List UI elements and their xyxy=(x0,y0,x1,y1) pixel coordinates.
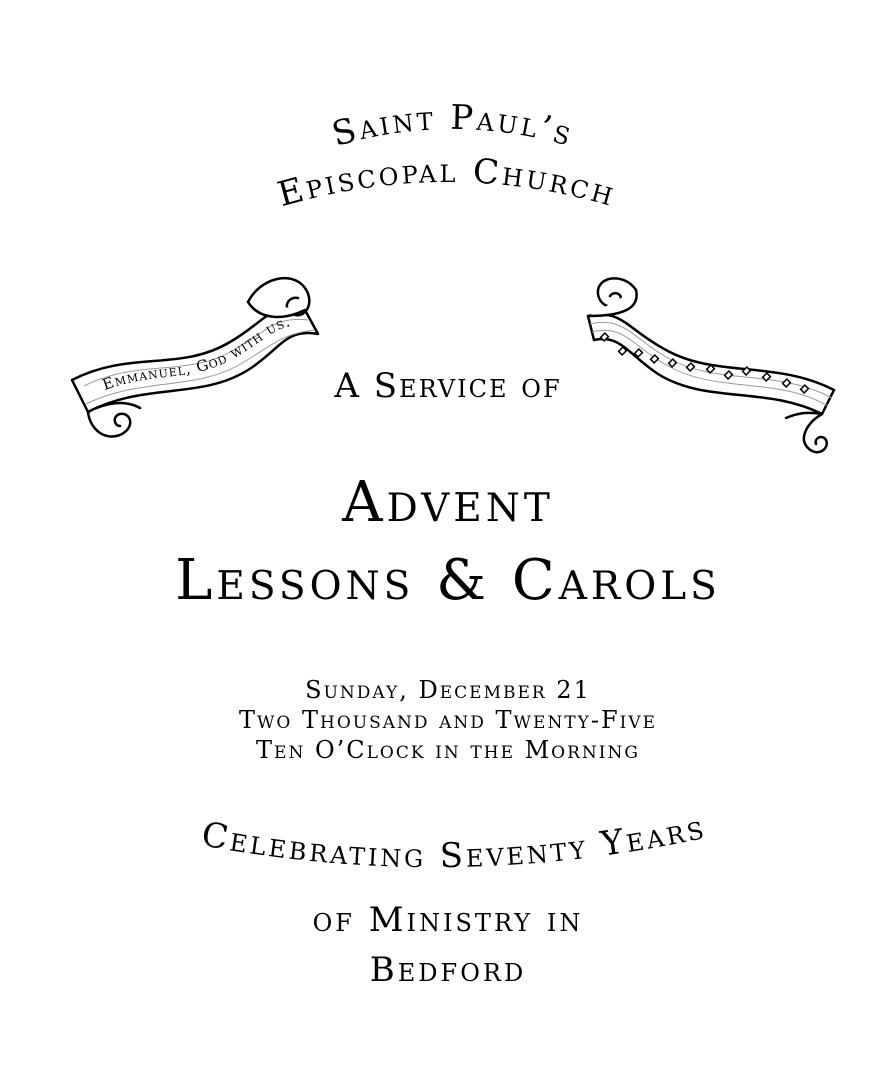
service-intro: A Service of xyxy=(334,366,562,406)
service-date: Sunday, December 21 xyxy=(305,676,591,704)
right-scroll-banner xyxy=(576,262,846,462)
left-scroll-banner xyxy=(60,262,330,462)
anniversary-line-2: of Ministry in xyxy=(312,900,584,940)
service-title-line-1: Advent xyxy=(342,470,554,535)
service-time: Ten O’Clock in the Morning xyxy=(256,736,640,764)
service-title-line-2: Lessons & Carols xyxy=(175,548,721,613)
anniversary-line-1: Celebrating Seventy Years xyxy=(198,806,710,877)
church-name-line-2: Episcopal Church xyxy=(273,150,621,216)
church-name-line-1: Saint Paul’s xyxy=(327,97,579,155)
anniversary-line-3: Bedford xyxy=(369,950,527,990)
service-year: Two Thousand and Twenty-Five xyxy=(238,706,658,734)
banner-motto: Emmanuel, God with us. xyxy=(99,312,293,394)
